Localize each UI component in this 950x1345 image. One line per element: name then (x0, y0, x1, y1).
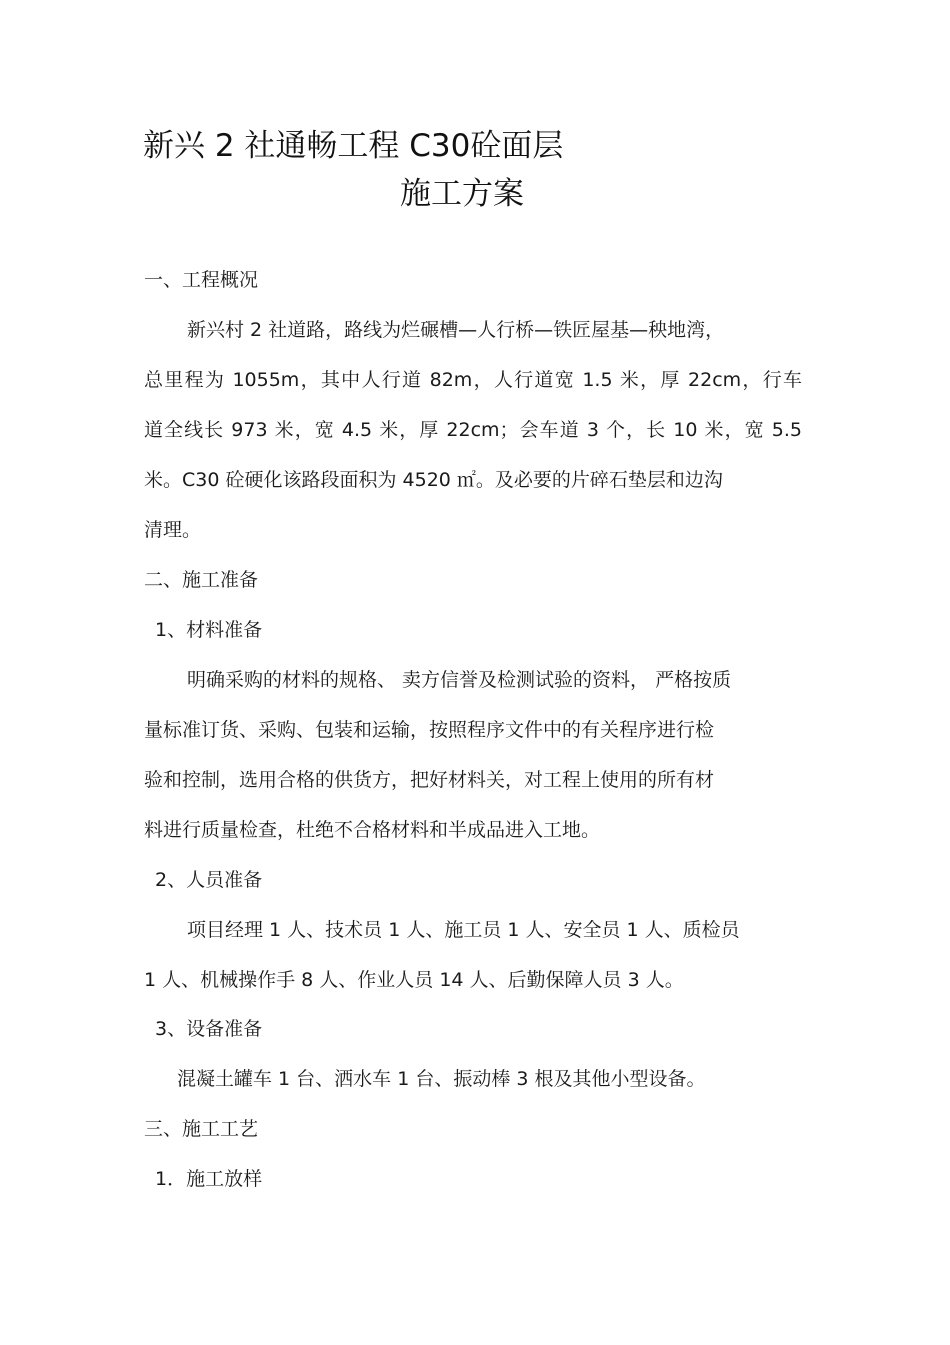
paragraph-line: 道全线长 973 米，宽 4.5 米，厚 22cm；会车道 3 个，长 10 米，宽 5.5 (144, 419, 802, 441)
paragraph-line: 明确采购的材料的规格、 卖方信誉及检测试验的资料， 严格按质 (187, 669, 732, 691)
document-title-line-1: 新兴 2 社通畅工程 C30砼面层 (143, 128, 564, 164)
subsection-heading-personnel: 2、人员准备 (155, 869, 263, 891)
paragraph-line: 米。C30 砼硬化该路段面积为 4520 ㎡。及必要的片碎石垫层和边沟 (144, 469, 723, 491)
section-heading-preparation: 二、施工准备 (144, 569, 259, 591)
paragraph-line: 验和控制，选用合格的供货方，把好材料关，对工程上使用的所有材 (144, 769, 715, 791)
paragraph-line: 料进行质量检查，杜绝不合格材料和半成品进入工地。 (144, 819, 601, 841)
paragraph-line: 清理。 (144, 519, 202, 541)
paragraph-line: 1 人、机械操作手 8 人、作业人员 14 人、后勤保障人员 3 人。 (144, 969, 684, 991)
subsection-heading-materials: 1、材料准备 (155, 619, 263, 641)
paragraph-line: 总里程为 1055m，其中人行道 82m，人行道宽 1.5 米，厚 22cm，行车 (144, 369, 802, 391)
paragraph-line: 项目经理 1 人、技术员 1 人、施工员 1 人、安全员 1 人、质检员 (187, 919, 740, 941)
section-heading-process: 三、施工工艺 (144, 1118, 259, 1140)
subsection-heading-equipment: 3、设备准备 (155, 1018, 263, 1040)
section-heading-overview: 一、工程概况 (144, 269, 259, 291)
document-title-line-2: 施工方案 (400, 176, 524, 212)
paragraph-line: 混凝土罐车 1 台、洒水车 1 台、振动棒 3 根及其他小型设备。 (177, 1068, 706, 1090)
subsection-heading-layout: 1．施工放样 (155, 1168, 263, 1190)
paragraph-line: 新兴村 2 社道路，路线为烂碾槽—人行桥—铁匠屋基—秧地湾， (187, 319, 725, 341)
paragraph-line: 量标准订货、采购、包装和运输，按照程序文件中的有关程序进行检 (144, 719, 715, 741)
